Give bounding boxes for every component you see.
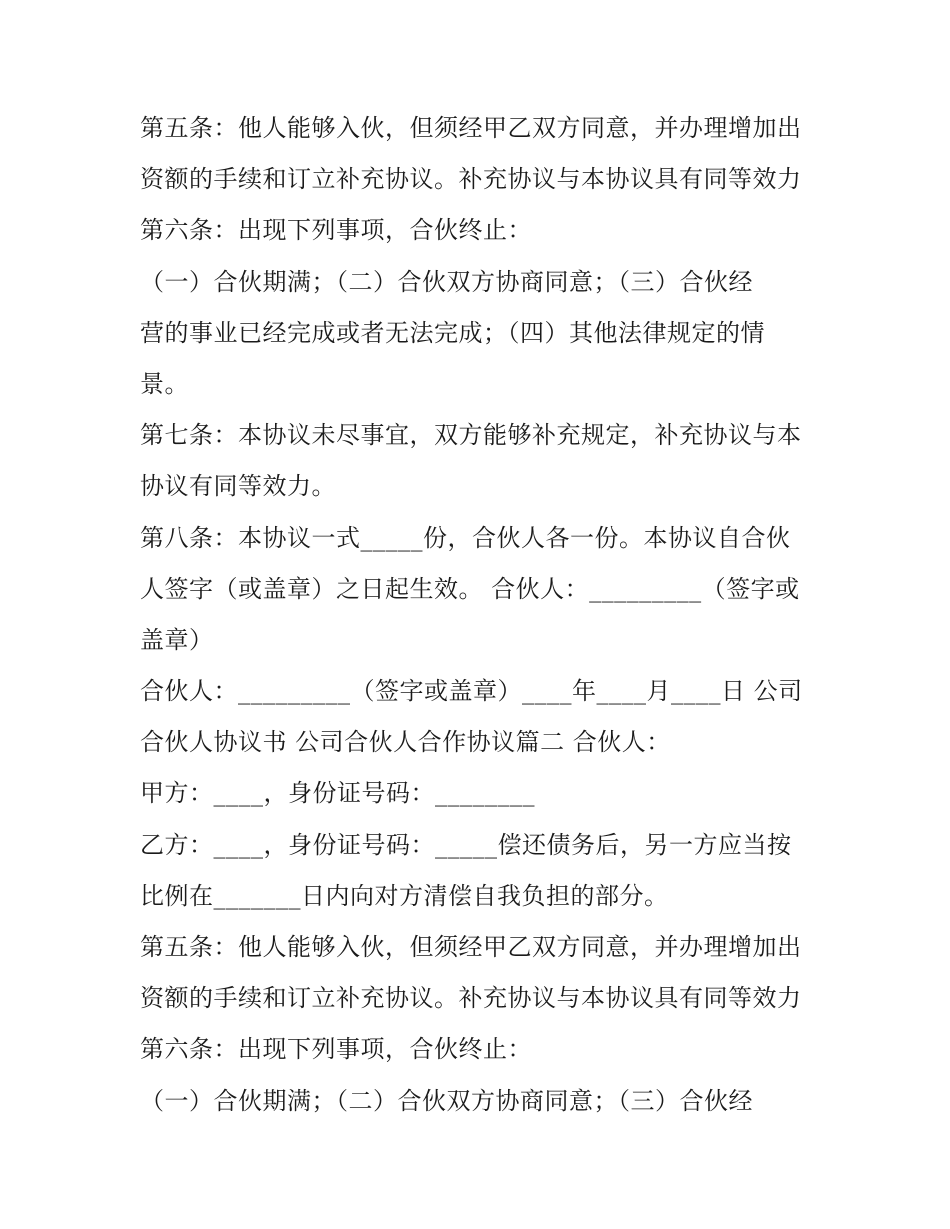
text-line: 第八条：本协议一式_____份，合伙人各一份。本协议自合伙: [140, 523, 791, 552]
text-line: 第六条：出现下列事项，合伙终止：: [140, 1035, 532, 1064]
document-body: [140, 103, 830, 1127]
text-line: 人签字（或盖章）之日起生效。 合伙人：_________（签字或: [140, 574, 800, 603]
text-line: 第六条：出现下列事项，合伙终止：: [140, 216, 532, 245]
text-line: （一）合伙期满；（二）合伙双方协商同意；（三）合伙经: [140, 1086, 753, 1115]
text-line: 景。: [140, 369, 189, 398]
text-line: 合伙人：_________（签字或盖章）____年____月____日 公司: [140, 677, 803, 706]
text-line: 盖章）: [140, 625, 214, 654]
text-line: 比例在_______日内向对方清偿自我负担的部分。: [140, 881, 669, 910]
text-line: 资额的手续和订立补充协议。补充协议与本协议具有同等效力: [140, 165, 802, 194]
text-line: 甲方：____，身份证号码：________: [140, 779, 535, 808]
text-line: 乙方：____，身份证号码：_____偿还债务后，另一方应当按: [140, 830, 792, 859]
text-line: 第五条：他人能够入伙，但须经甲乙双方同意，并办理增加出: [140, 933, 802, 961]
text-line: 营的事业已经完成或者无法完成；（四）其他法律规定的情: [140, 318, 765, 347]
text-line: 资额的手续和订立补充协议。补充协议与本协议具有同等效力: [140, 984, 802, 1013]
text-line: 协议有同等效力。: [140, 472, 336, 501]
text-line: （一）合伙期满；（二）合伙双方协商同意；（三）合伙经: [140, 267, 753, 296]
text-line: 第七条：本协议未尽事宜，双方能够补充规定，补充协议与本: [140, 421, 802, 450]
text-line: 合伙人协议书 公司合伙人合作协议篇二 合伙人：: [140, 728, 671, 757]
text-line: 第五条：他人能够入伙，但须经甲乙双方同意，并办理增加出: [140, 114, 802, 142]
